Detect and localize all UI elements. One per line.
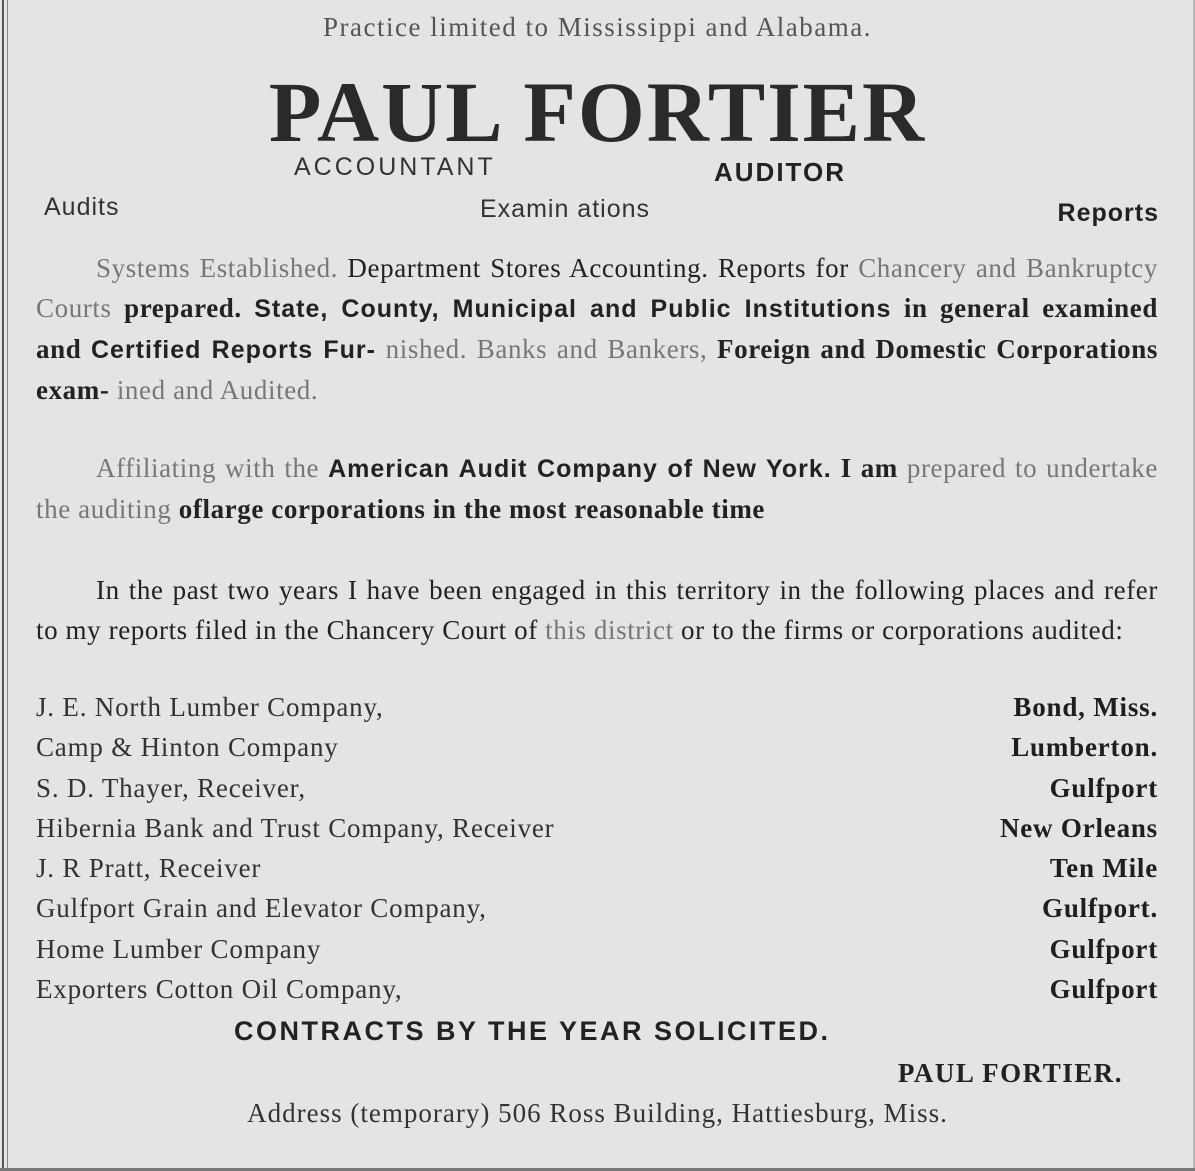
p2-text-e: oflarge corporations in the most reasonable time: [178, 494, 765, 524]
p1-text-a: Systems Established.: [96, 253, 348, 283]
list-item: [36, 974, 1158, 1014]
list-item: [36, 692, 1158, 732]
p1-text-e: State, County, Municipal and Public Institutions: [254, 295, 892, 323]
paragraph-services: [36, 248, 1158, 410]
list-item: [36, 853, 1158, 893]
service-examinations: Examin ations: [480, 195, 651, 223]
p2-text-a: Affiliating with the: [96, 453, 329, 483]
subtitle-auditor: AUDITOR: [714, 157, 846, 187]
client-place: Gulfport: [1049, 933, 1158, 964]
p1-text-d: prepared.: [124, 293, 255, 323]
list-item: [36, 893, 1158, 933]
client-name: J. R Pratt, Receiver: [36, 853, 262, 884]
p2-text-c: I am: [831, 453, 907, 483]
p1-text-g: Certified Reports Fur-: [91, 336, 376, 364]
paragraph-affiliation: [36, 448, 1158, 529]
contracts-solicited: CONTRACTS BY THE YEAR SOLICITED.: [234, 1016, 831, 1046]
p3-text-c: or to the firms or corporations audited:: [681, 615, 1124, 645]
left-border-rule: [2, 0, 4, 1171]
p3-text-a: In the past two years I have been engaged in this territory in the following places and refer to my reports filed in the Chancery Court of: [36, 575, 1158, 645]
client-name: S. D. Thayer, Receiver,: [36, 772, 306, 803]
p2-text-d: prepared to undertake the auditing: [36, 453, 1158, 524]
service-reports: Reports: [1057, 199, 1159, 227]
subtitle-accountant: ACCOUNTANT: [294, 153, 496, 181]
client-place: New Orleans: [999, 812, 1158, 843]
client-name: Exporters Cotton Oil Company,: [36, 974, 403, 1005]
client-name: Home Lumber Company: [36, 933, 322, 964]
client-name: Gulfport Grain and Elevator Company,: [36, 893, 487, 924]
p1-text-h: nished. Banks and Bankers,: [385, 334, 718, 364]
p3-text-b: this district: [545, 615, 682, 645]
left-inner-rule: [7, 0, 8, 1171]
client-name: J. E. North Lumber Company,: [36, 692, 384, 722]
client-name: Hibernia Bank and Trust Company, Receiver: [36, 812, 555, 843]
p1-text-f: in general examined and: [36, 293, 1158, 364]
list-item: [36, 934, 1158, 974]
p1-text-i: Foreign and Domestic Corporations exam-: [36, 334, 1159, 405]
client-place: Lumberton.: [1011, 732, 1158, 763]
paragraph-references: [36, 570, 1158, 650]
p1-text-c: Chancery and Bankruptcy Courts: [36, 253, 1158, 323]
list-item: [36, 773, 1158, 813]
client-place: Gulfport.: [1042, 893, 1158, 924]
p2-text-b: American Audit Company of New York.: [328, 455, 832, 483]
client-place: Gulfport: [1049, 772, 1158, 803]
address-line: Address (temporary) 506 Ross Building, Hattiesburg, Miss.: [247, 1098, 948, 1128]
ad-title: PAUL FORTIER: [268, 64, 927, 160]
p1-text-j: ined and Audited.: [116, 375, 319, 405]
client-place: Gulfport: [1049, 974, 1158, 1005]
client-list: [36, 692, 1158, 1014]
p1-text-b: Department Stores Accounting. Reports for: [347, 253, 859, 283]
client-place: Bond, Miss.: [1013, 692, 1158, 722]
practice-note: Practice limited to Mississippi and Alabama.: [323, 12, 872, 42]
client-name: Camp & Hinton Company: [36, 732, 339, 763]
signature: PAUL FORTIER.: [897, 1058, 1123, 1088]
list-item: [36, 732, 1158, 772]
service-audits: Audits: [44, 193, 120, 221]
client-place: Ten Mile: [1049, 853, 1158, 884]
list-item: [36, 813, 1158, 853]
